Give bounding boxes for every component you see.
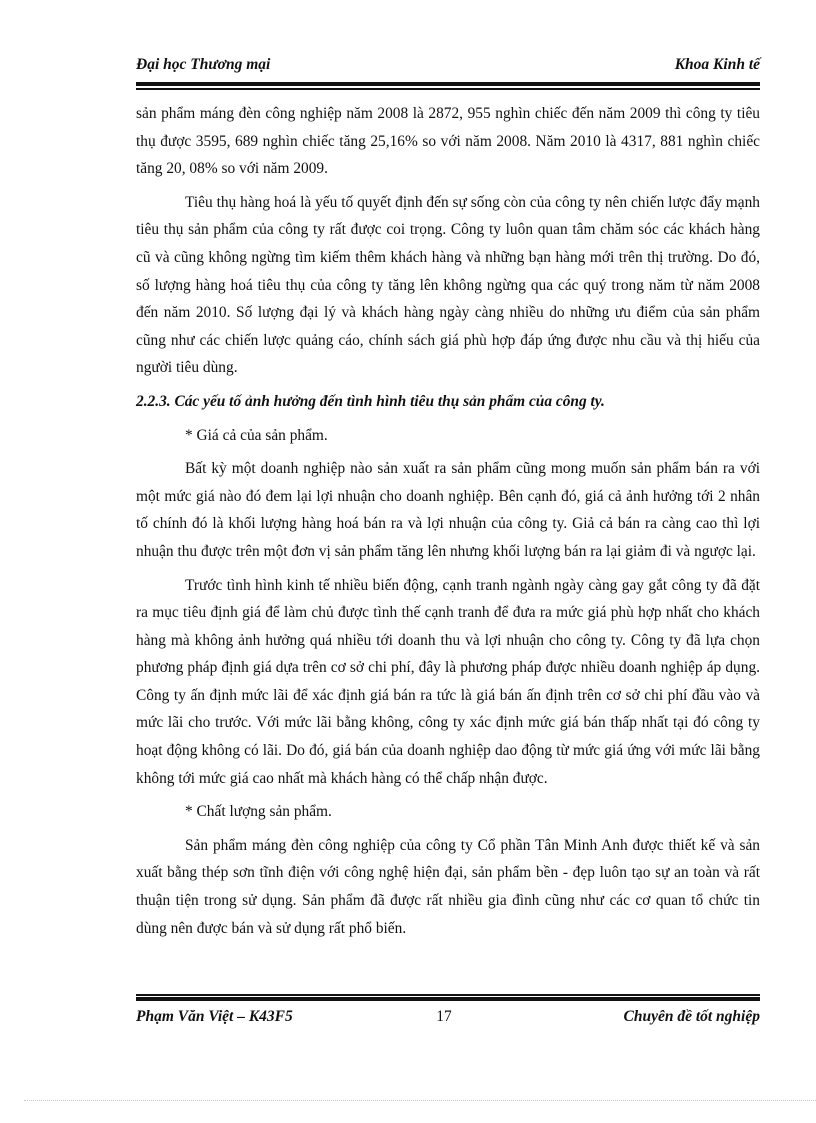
footer-rule-thin xyxy=(136,994,760,996)
header-rule-thick xyxy=(136,82,760,86)
header-university: Đại học Thương mại xyxy=(136,56,271,73)
paragraph-price-2: Trước tình hình kinh tế nhiều biến động, cạnh tranh ngành ngày càng gay gắt công ty đã đặt ra mục tiêu định giá để làm chủ được tình thế cạnh tranh để đưa ra mức giá phù hợp nhất cho khách hàng mà không ảnh hưởng quá nhiều tới doanh thu và lợi nhuận cho công ty. Công ty đã lựa chọn phương pháp định giá dựa trên cơ sở chi phí, đây là phương pháp được nhiều doanh nghiệp áp dụng. Công ty ấn định mức lãi để xác định giá bán ra tức là giá bán ấn định trên cơ sở chi phí đầu vào và mức lãi cho trước. Với mức lãi bằng không, công ty xác định mức giá bán thấp nhất tại đó công ty hoạt động không có lãi. Do đó, giá bán của doanh nghiệp dao động từ mức giá ứng với mức lãi bằng không tới mức giá cao nhất mà khách hàng có thể chấp nhận được. xyxy=(136,576,760,787)
subheading-price: * Giá cả của sản phẩm. xyxy=(185,426,328,444)
footer-rule xyxy=(136,994,760,1004)
page-header xyxy=(136,56,760,80)
paragraph-consumption: Tiêu thụ hàng hoá là yếu tố quyết định đến sự sống còn của công ty nên chiến lược đẩy mạnh tiêu thụ sản phẩm của công ty rất được coi trọng. Công ty luôn quan tâm chăm sóc các khách hàng cũ và cũng không ngừng tìm kiếm thêm khách hàng và những bạn hàng mới trên thị trường. Do đó, số lượng hàng hoá tiêu thụ của công ty tăng lên không ngừng qua các quý trong năm từ năm 2008 đến năm 2010. Số lượng đại lý và khách hàng ngày càng nhiều do những ưu điểm của sản phẩm cũng như các chiến lược quảng cáo, chính sách giá phù hợp đáp ứng được nhu cầu và thị hiếu của người tiêu dùng. xyxy=(136,193,760,377)
paragraph-quality: Sản phẩm máng đèn công nghiệp của công ty Cổ phần Tân Minh Anh được thiết kế và sản xuất bằng thép sơn tĩnh điện với công nghệ hiện đại, sản phẩm bền - đẹp luôn tạo sự an toàn và rất thuận tiện trong sử dụng. Sản phẩm đã được rất nhiều gia đình cũng như các cơ quan tổ chức tin dùng nên được bán và sử dụng rất phổ biến. xyxy=(136,836,760,937)
paragraph-sales-figures: sản phẩm máng đèn công nghiệp năm 2008 là 2872, 955 nghìn chiếc đến năm 2009 thì công ty tiêu thụ được 3595, 689 nghìn chiếc tăng 25,16% so với năm 2008. Năm 2010 là 4317, 881 nghìn chiếc tăng 20, 08% so với năm 2009. xyxy=(136,105,760,178)
footer-document-type: Chuyên đề tốt nghiệp xyxy=(623,1008,760,1025)
page-number: 17 xyxy=(436,1008,452,1025)
paragraph-price-1: Bất kỳ một doanh nghiệp nào sản xuất ra sản phẩm cũng mong muốn sản phẩm bán ra với một mức giá nào đó đem lại lợi nhuận cho doanh nghiệp. Bên cạnh đó, giá cả ảnh hưởng tới 2 nhân tố chính đó là khối lượng hàng hoá bán ra và lợi nhuận của công ty. Giả cả bán ra càng cao thì lợi nhuận thu được trên một đơn vị sản phẩm tăng lên nhưng khối lượng bán ra lại giảm đi và ngược lại. xyxy=(136,460,760,560)
page-footer xyxy=(136,1008,760,1032)
page-body xyxy=(136,100,760,948)
section-heading: 2.2.3. Các yếu tố ảnh hưởng đến tình hình tiêu thụ sản phẩm của công ty. xyxy=(136,392,605,410)
footer-author: Phạm Văn Việt – K43F5 xyxy=(136,1008,293,1025)
page-edge-divider xyxy=(24,1100,816,1101)
header-rule xyxy=(136,82,760,92)
subheading-quality: * Chất lượng sản phẩm. xyxy=(185,803,332,821)
footer-rule-thick xyxy=(136,997,760,1001)
header-faculty: Khoa Kinh tế xyxy=(674,56,760,73)
header-rule-thin xyxy=(136,88,760,90)
